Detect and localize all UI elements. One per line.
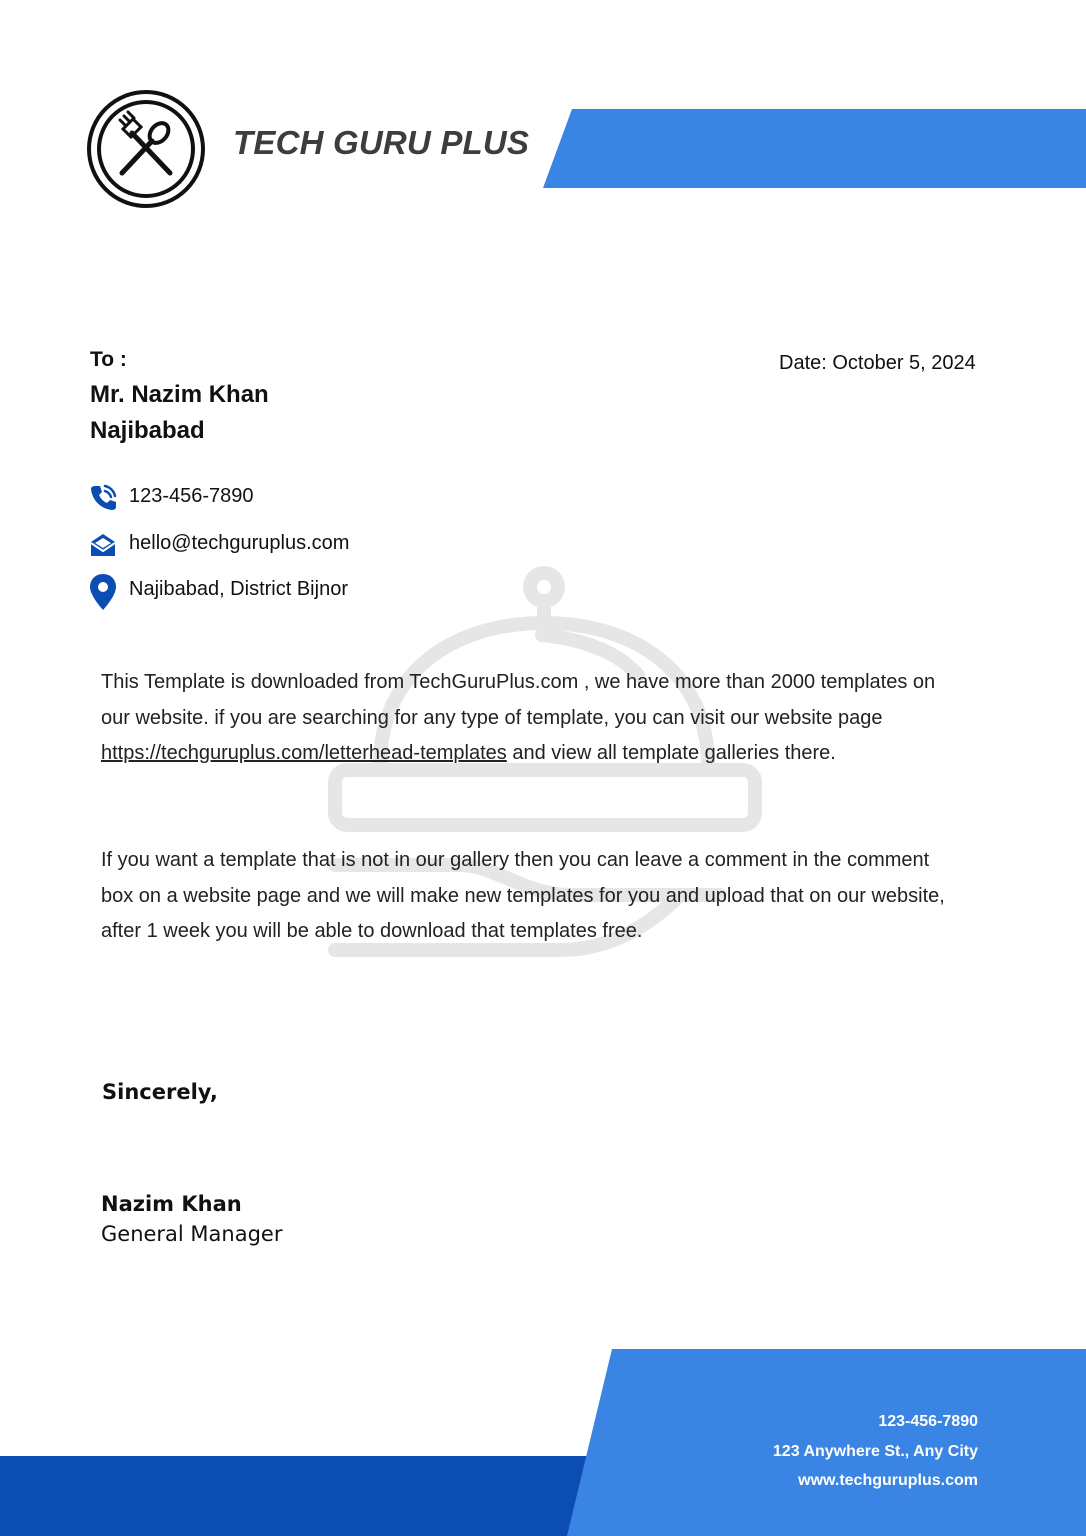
signatory-title: General Manager (101, 1222, 283, 1246)
footer-website[interactable]: www.techguruplus.com (798, 1472, 978, 1489)
to-label: To : (90, 348, 127, 371)
letter-date: Date: October 5, 2024 (779, 352, 976, 374)
paragraph-1-text-start: This Template is downloaded from TechGuruPlus.com , we have more than 2000 templates on our website. if you are searching for any type of template, you can visit our website page (101, 671, 936, 729)
footer-address: 123 Anywhere St., Any City (772, 1443, 978, 1460)
letterhead-templates-link[interactable]: https://techguruplus.com/letterhead-templates (101, 742, 507, 764)
location-pin-icon (89, 573, 117, 611)
fork-spoon-plate-icon (86, 89, 206, 209)
contact-phone: 123-456-7890 (129, 485, 254, 507)
brand-name: TECH GURU PLUS (233, 124, 530, 161)
closing-salutation: Sincerely, (102, 1080, 218, 1104)
envelope-icon (89, 531, 117, 559)
recipient-city: Najibabad (90, 417, 205, 444)
contact-email: hello@techguruplus.com (129, 532, 350, 554)
footer-accent-band (0, 1340, 1086, 1536)
paragraph-1-text-end: and view all template galleries there. (506, 742, 836, 764)
body-paragraph-2: If you want a template that is not in our gallery then you can leave a comment in the comment box on a website page and we will make new templates for you and upload that on our website, after 1 week you will be able to download that templates free. (101, 849, 945, 942)
recipient-name: Mr. Nazim Khan (90, 381, 269, 408)
body-paragraph-1 (101, 665, 961, 772)
signatory-name: Nazim Khan (101, 1192, 242, 1216)
contact-address: Najibabad, District Bijnor (129, 578, 348, 600)
phone-icon (89, 483, 117, 511)
footer-phone: 123-456-7890 (878, 1413, 978, 1430)
